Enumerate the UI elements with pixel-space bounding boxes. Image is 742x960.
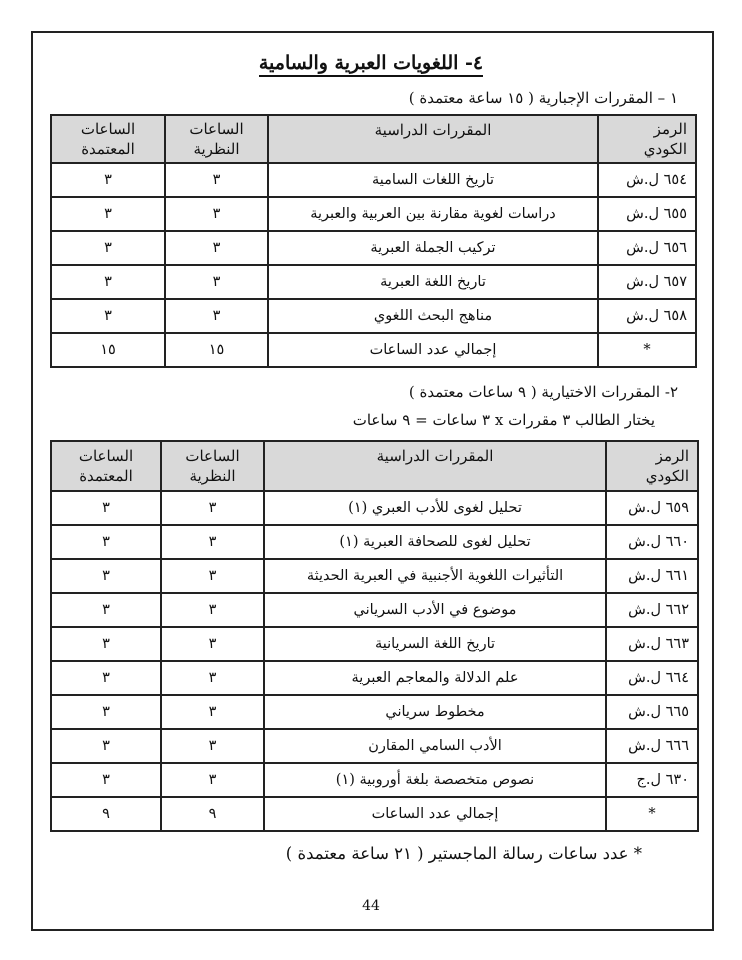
theory-hours: ٣ xyxy=(165,163,268,197)
header-course: المقررات الدراسية xyxy=(264,441,606,491)
credit-hours: ٣ xyxy=(51,299,165,333)
course-code: * xyxy=(598,333,696,367)
credit-hours: ٣ xyxy=(51,197,165,231)
table-row xyxy=(51,299,696,333)
course-code: ٦٦٤ ل.ش xyxy=(606,661,698,695)
theory-hours: ٣ xyxy=(161,525,264,559)
course-name: تاريخ اللغات السامية xyxy=(268,163,598,197)
table-total-row xyxy=(51,333,696,367)
theory-hours: ٣ xyxy=(161,627,264,661)
course-name: إجمالي عدد الساعات xyxy=(268,333,598,367)
course-name: مناهج البحث اللغوي xyxy=(268,299,598,333)
table-row xyxy=(51,197,696,231)
table-total-row xyxy=(51,797,698,831)
credit-hours: ٣ xyxy=(51,559,161,593)
table-header-row xyxy=(51,115,696,163)
course-code: ٦٦٣ ل.ش xyxy=(606,627,698,661)
header-course: المقررات الدراسية xyxy=(268,115,598,163)
footnote: * عدد ساعات رسالة الماجستير ( ٢١ ساعة معتمدة ) xyxy=(285,844,642,863)
theory-hours: ٣ xyxy=(161,491,264,525)
course-code: ٦٥٨ ل.ش xyxy=(598,299,696,333)
credit-hours: ٣ xyxy=(51,627,161,661)
course-code: * xyxy=(606,797,698,831)
theory-hours: ٣ xyxy=(165,197,268,231)
credit-hours: ٣ xyxy=(51,695,161,729)
course-code: ٦٦١ ل.ش xyxy=(606,559,698,593)
theory-hours: ٣ xyxy=(161,763,264,797)
credit-hours: ٣ xyxy=(51,525,161,559)
credit-hours: ٣ xyxy=(51,265,165,299)
theory-hours: ٩ xyxy=(161,797,264,831)
course-name: الأدب السامي المقارن xyxy=(264,729,606,763)
credit-hours: ٣ xyxy=(51,763,161,797)
elective-courses-table xyxy=(50,440,699,832)
table-header-row xyxy=(51,441,698,491)
credit-hours: ١٥ xyxy=(51,333,165,367)
table-row xyxy=(51,695,698,729)
credit-hours: ٣ xyxy=(51,729,161,763)
theory-hours: ٣ xyxy=(161,559,264,593)
table-row xyxy=(51,265,696,299)
course-code: ٦٦٥ ل.ش xyxy=(606,695,698,729)
course-name: علم الدلالة والمعاجم العبرية xyxy=(264,661,606,695)
header-code: الرمز الكودي xyxy=(598,115,696,163)
theory-hours: ٣ xyxy=(161,729,264,763)
table-row xyxy=(51,661,698,695)
theory-hours: ١٥ xyxy=(165,333,268,367)
credit-hours: ٩ xyxy=(51,797,161,831)
theory-hours: ٣ xyxy=(165,265,268,299)
header-credit-hours: الساعات المعتمدة xyxy=(51,115,165,163)
theory-hours: ٣ xyxy=(161,695,264,729)
table-row xyxy=(51,627,698,661)
credit-hours: ٣ xyxy=(51,661,161,695)
course-name: التأثيرات اللغوية الأجنبية في العبرية الحديثة xyxy=(264,559,606,593)
table-row xyxy=(51,593,698,627)
theory-hours: ٣ xyxy=(165,231,268,265)
header-theory-hours: الساعات النظرية xyxy=(161,441,264,491)
table-row xyxy=(51,525,698,559)
credit-hours: ٣ xyxy=(51,231,165,265)
course-code: ٦٥٩ ل.ش xyxy=(606,491,698,525)
course-name: دراسات لغوية مقارنة بين العربية والعبرية xyxy=(268,197,598,231)
course-code: ٦٣٠ ل.ج xyxy=(606,763,698,797)
header-theory-hours: الساعات النظرية xyxy=(165,115,268,163)
header-credit-hours: الساعات المعتمدة xyxy=(51,441,161,491)
theory-hours: ٣ xyxy=(165,299,268,333)
course-code: ٦٦٠ ل.ش xyxy=(606,525,698,559)
table-row xyxy=(51,763,698,797)
course-code: ٦٥٦ ل.ش xyxy=(598,231,696,265)
course-name: نصوص متخصصة بلغة أوروبية (١) xyxy=(264,763,606,797)
credit-hours: ٣ xyxy=(51,491,161,525)
course-name: تحليل لغوى للأدب العبري (١) xyxy=(264,491,606,525)
course-code: ٦٦٢ ل.ش xyxy=(606,593,698,627)
table-row xyxy=(51,163,696,197)
course-name: تحليل لغوى للصحافة العبرية (١) xyxy=(264,525,606,559)
course-name: مخطوط سرياني xyxy=(264,695,606,729)
section2-note: يختار الطالب ٣ مقررات x ٣ ساعات = ٩ ساعات xyxy=(352,411,655,429)
theory-hours: ٣ xyxy=(161,593,264,627)
header-code: الرمز الكودي xyxy=(606,441,698,491)
course-name: موضوع في الأدب السرياني xyxy=(264,593,606,627)
section2-heading: ٢- المقررات الاختيارية ( ٩ ساعات معتمدة ) xyxy=(408,383,678,401)
table-row xyxy=(51,729,698,763)
table-row xyxy=(51,559,698,593)
course-code: ٦٦٦ ل.ش xyxy=(606,729,698,763)
course-name: إجمالي عدد الساعات xyxy=(264,797,606,831)
table-row xyxy=(51,231,696,265)
credit-hours: ٣ xyxy=(51,593,161,627)
course-name: تاريخ اللغة السريانية xyxy=(264,627,606,661)
page-title: ٤- اللغويات العبرية والسامية xyxy=(0,52,742,74)
course-code: ٦٥٥ ل.ش xyxy=(598,197,696,231)
theory-hours: ٣ xyxy=(161,661,264,695)
course-code: ٦٥٤ ل.ش xyxy=(598,163,696,197)
page-number: 44 xyxy=(362,898,380,914)
course-name: تاريخ اللغة العبرية xyxy=(268,265,598,299)
credit-hours: ٣ xyxy=(51,163,165,197)
mandatory-courses-table xyxy=(50,114,697,368)
course-code: ٦٥٧ ل.ش xyxy=(598,265,696,299)
table-row xyxy=(51,491,698,525)
course-name: تركيب الجملة العبرية xyxy=(268,231,598,265)
section1-heading: ١ – المقررات الإجبارية ( ١٥ ساعة معتمدة ) xyxy=(408,89,678,107)
